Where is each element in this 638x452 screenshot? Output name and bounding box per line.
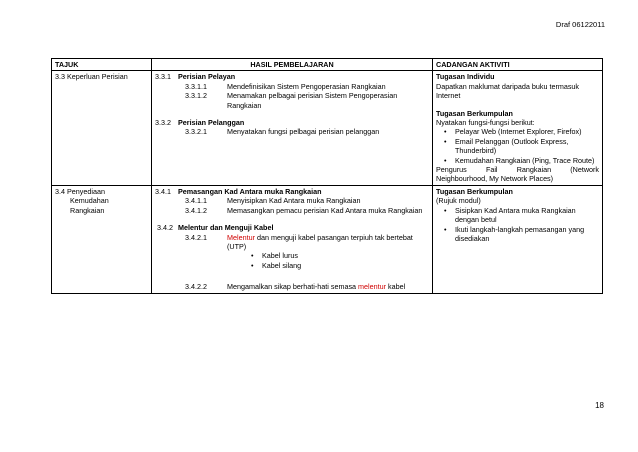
list-item: • Sisipkan Kad Antara muka Rangkaian dengan betul: [436, 206, 599, 225]
outcome-item: 3.4.2.2 Mengamalkan sikap berhati-hati semasa melentur kabel: [185, 282, 406, 292]
aktiviti-cell: Tugasan Berkumpulan (Rujuk modul) • Sisipkan Kad Antara muka Rangkaian dengan betul • Ikuti langkah-langkah pemasangan yang disediakan: [433, 185, 603, 293]
outcome-item: 3.3.2.1 Menyatakan fungsi pelbagai perisian pelanggan: [185, 127, 380, 137]
table-row: [52, 185, 603, 293]
header-tajuk: TAJUK: [52, 59, 152, 71]
list-item: • Ikuti langkah-langkah pemasangan yang disediakan: [436, 225, 599, 244]
outcome-item: 3.4.1.1 Menyisipkan Kad Antara muka Rangkaian: [185, 196, 361, 206]
tajuk-text: 3.3 Keperluan Perisian: [55, 72, 128, 82]
page-number: 18: [595, 401, 604, 410]
list-item: • Email Pelanggan (Outlook Express, Thunderbird): [436, 137, 599, 156]
hasil-cell: [152, 71, 433, 185]
header-aktiviti: CADANGAN AKTIVITI: [433, 59, 603, 71]
outcome-item: 3.4.1.2 Memasangkan pemacu perisian Kad Antara muka Rangkaian: [185, 205, 423, 215]
outcome-item: 3.3.1.2 Menamakan pelbagai perisian Sistem Pengoperasian Rangkaian: [185, 91, 398, 110]
tajuk-cell: [52, 71, 152, 185]
outcome-item: 3.4.2.1 Melentur dan menguji kabel pasangan terpiuh tak bertebat (UTP): [185, 232, 413, 251]
table-row: [52, 71, 603, 185]
tajuk-cell: 3.4 Penyediaan Kemudahan Rangkaian: [52, 185, 152, 293]
draft-label: Draf 06122011: [555, 20, 605, 29]
section-heading: 3.3.2 Perisian Pelanggan: [155, 118, 245, 128]
header-hasil: HASIL PEMBELAJARAN: [152, 59, 433, 71]
section-heading: 3.3.1 Perisian Pelayan: [155, 72, 236, 82]
aktiviti-cell: Tugasan Individu Dapatkan maklumat daripada buku termasuk Internet Tugasan Berkumpulan Nyatakan fungsi-fungsi berikut: • Pelayar Web (Internet Explorer, Firefox) • Email Pelanggan (Outlook Express, Thunderbird) • Kemudahan Rangkaian (Ping, Trace Route) Pengurus Fail Rangkaian (Network Neighbourhood, My Network Places): [433, 71, 603, 185]
activity-list: [436, 206, 599, 244]
activity-list: [436, 127, 599, 165]
hasil-cell: [152, 185, 433, 293]
section-heading: 3.4.2 Melentur dan Menguji Kabel: [157, 223, 274, 233]
table-header-row: [52, 59, 603, 71]
cable-list: [248, 251, 429, 270]
list-item: • Pelayar Web (Internet Explorer, Firefox): [436, 127, 599, 136]
list-item: • Kemudahan Rangkaian (Ping, Trace Route): [436, 156, 599, 165]
list-item: • Kabel lurus: [248, 251, 429, 260]
list-item: • Kabel silang: [248, 261, 429, 270]
curriculum-table: [51, 58, 603, 294]
section-heading: 3.4.1 Pemasangan Kad Antara muka Rangkaian: [155, 186, 322, 196]
outcome-item: 3.3.1.1 Mendefinisikan Sistem Pengoperasian Rangkaian: [185, 81, 386, 91]
